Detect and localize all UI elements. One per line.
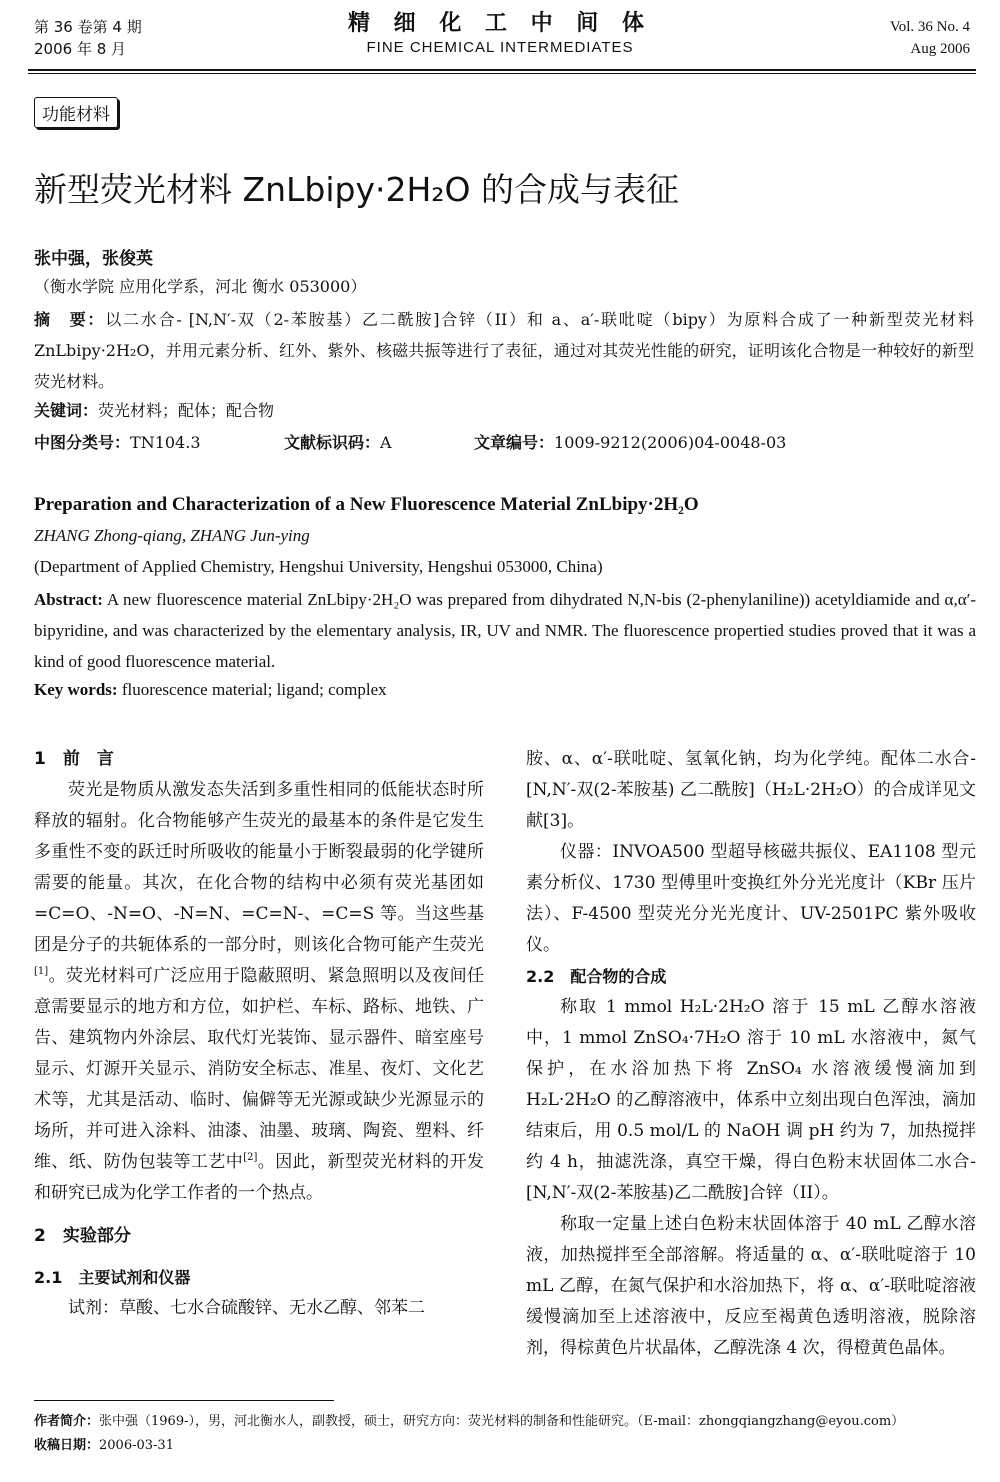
en-keywords-text: fluorescence material; ligand; complex	[121, 680, 387, 699]
volume-issue: 第 36 卷第 4 期	[34, 18, 142, 36]
section-2-title: 2 实验部分	[34, 1226, 131, 1246]
article-value: 1009-9212(2006)04-0048-03	[554, 433, 787, 452]
cn-keywords	[34, 398, 274, 421]
cn-abstract-text: 以二水合- [N,N′-双（2-苯胺基）乙二酰胺]合锌（II）和 a、a′-联吡啶（bipy）为原料合成了一种新型荧光材料 ZnLbipy·2H₂O，并用元素分析、红外、紫外、核磁共振等进行了表征，通过对其荧光性能的研究，证明该化合物是一种较好的新型荧光材料。	[34, 310, 974, 391]
en-title: Preparation and Characterization of a New Fluorescence Material ZnLbipy·2H₂O	[34, 494, 699, 515]
header-rule	[28, 69, 976, 71]
cn-authors: 张中强，张俊英	[34, 249, 153, 269]
body-right-column	[526, 744, 976, 1364]
en-abstract-label: Abstract:	[34, 590, 103, 609]
en-abstract	[34, 584, 976, 677]
header-rule-thin	[28, 73, 976, 74]
body-left-column	[34, 744, 484, 1324]
en-abstract-text: A new fluorescence material ZnLbipy·2H₂O was prepared from dihydrated N,N-bis (2-phenylaniline)) acetyldiamide and α,α′-bipyridine, and was characterized by the elementary analysis, IR, UV and NMR. The fluorescence propertied studies proved that it was a kind of good fluorescence material.	[34, 590, 977, 671]
issue-date-en: Aug 2006	[910, 41, 970, 57]
section-1-paragraph	[34, 775, 484, 1209]
article-label: 文章编号：	[474, 433, 555, 452]
issue-date: 2006 年 8 月	[34, 40, 127, 58]
intro-text-b: 。荧光材料可广泛应用于隐蔽照明、紧急照明以及夜间任意需要显示的地方和方位，如护栏、车标、路标、地铁、广告、建筑物内外涂层、取代灯光装饰、显示器件、暗室座号显示、灯源开关显示、消防安全标志、准星、夜灯、文化艺术等，尤其是活动、临时、偏僻等无光源或缺少光源显示的场所，并可进入涂料、油漆、油墨、玻璃、陶瓷、塑料、纤维、纸、防伪包装等工艺中	[34, 966, 484, 1172]
citation-1: [1]	[34, 966, 49, 977]
synthesis-paragraph-2: 称取一定量上述白色粉末状固体溶于 40 mL 乙醇水溶液，加热搅拌至全部溶解。将适量的 α、α′-联吡啶溶于 10 mL 乙醇，在氮气保护和水浴加热下，将 α、α′-联吡啶溶液缓慢滴加至上述溶液中，反应至褐黄色透明溶液，脱除溶剂，得棕黄色片状晶体，乙醇洗涤 4 次，得橙黄色晶体。	[526, 1214, 976, 1358]
cn-affiliation: （衡水学院 应用化学系，河北 衡水 053000）	[34, 277, 367, 296]
en-keywords-label: Key words:	[34, 680, 118, 699]
cn-keywords-label: 关键词：	[34, 401, 99, 420]
instruments-paragraph: 仪器：INVOA500 型超导核磁共振仪、EA1108 型元素分析仪、1730 型傅里叶变换红外分光光度计（KBr 压片法）、F-4500 型荧光分光光度计、UV-2501PC 紫外吸收仪。	[526, 842, 976, 955]
section-2-2-title: 2.2 配合物的合成	[526, 967, 667, 986]
cn-keywords-text: 荧光材料；配体；配合物	[98, 401, 275, 420]
journal-volume-en	[890, 16, 970, 60]
received-date	[34, 1434, 984, 1458]
cn-abstract	[34, 304, 974, 397]
doc-value: A	[380, 433, 392, 452]
received-label: 收稿日期：	[34, 1438, 100, 1453]
intro-text-a: 荧光是物质从激发态失活到多重性相同的低能状态时所释放的辐射。化合物能够产生荧光的最基本的条件是它发生多重性不变的跃迁时所吸收的能量小于断裂最弱的化学键所需要的能量。其次，在化合物的结构中必须有荧光基团如=C=O、-N=O、-N=N、=C=N-、=C=S 等。当这些基团是分子的共轭体系的一部分时，则该化合物可能产生荧光	[34, 780, 484, 955]
clc-label: 中图分类号：	[34, 433, 131, 452]
journal-title	[0, 10, 1000, 58]
clc-value: TN104.3	[130, 433, 201, 452]
section-2-1-title: 2.1 主要试剂和仪器	[34, 1268, 191, 1287]
en-authors: ZHANG Zhong-qiang, ZHANG Jun-ying	[34, 526, 310, 545]
received-value: 2006-03-31	[99, 1438, 174, 1453]
citation-2: [2]	[243, 1152, 258, 1163]
section-2-1-paragraph: 试剂：草酸、七水合硫酸锌、无水乙醇、邻苯二	[68, 1298, 425, 1318]
classification-row	[34, 430, 974, 453]
doc-label: 文献标识码：	[284, 433, 381, 452]
cn-abstract-label: 摘 要：	[34, 310, 106, 329]
section-1-title: 1 前 言	[34, 749, 114, 769]
author-bio	[34, 1410, 984, 1434]
reagents-paragraph: 胺、α、α′-联吡啶、氢氧化钠，均为化学纯。配体二水合-[N,N′-双(2-苯胺基) 乙二酰胺]（H₂L·2H₂O）的合成详见文献[3]。	[526, 749, 976, 831]
footnote	[34, 1410, 984, 1458]
paper-title: 新型荧光材料 ZnLbipy·2H₂O 的合成与表征	[34, 170, 679, 209]
synthesis-paragraph-1: 称取 1 mmol H₂L·2H₂O 溶于 15 mL 乙醇水溶液中，1 mmol ZnSO₄·7H₂O 溶于 10 mL 水溶液中，氮气保护，在水浴加热下将 ZnSO₄ 水溶液缓慢滴加到 H₂L·2H₂O 的乙醇溶液中，体系中立刻出现白色浑浊，滴加结束后，用 0.5 mol/L 的 NaOH 调 pH 约为 7，加热搅拌约 4 h，抽滤洗涤，真空干燥，得白色粉末状固体二水合-[N,N′-双(2-苯胺基)乙二酰胺]合锌（II）。	[526, 997, 976, 1203]
journal-name-en: FINE CHEMICAL INTERMEDIATES	[366, 39, 634, 56]
column-tag: 功能材料	[34, 97, 118, 128]
footnote-rule	[34, 1400, 334, 1401]
en-keywords	[34, 680, 387, 700]
en-affiliation: (Department of Applied Chemistry, Hengshui University, Hengshui 053000, China)	[34, 557, 603, 576]
journal-name-cn: 精 细 化 工 中 间 体	[348, 11, 652, 36]
intro-text-c: 。因此，新型荧光材料的开发和研究已成为化学工作者的一个热点。	[34, 1152, 485, 1203]
author-bio-text: 张中强（1969-），男，河北衡水人，副教授，硕士，研究方向：荧光材料的制备和性能研究。（E-mail：zhongqiangzhang@eyou.com）	[99, 1414, 905, 1429]
volume-issue-en: Vol. 36 No. 4	[889, 19, 970, 35]
author-bio-label: 作者简介：	[34, 1414, 100, 1429]
